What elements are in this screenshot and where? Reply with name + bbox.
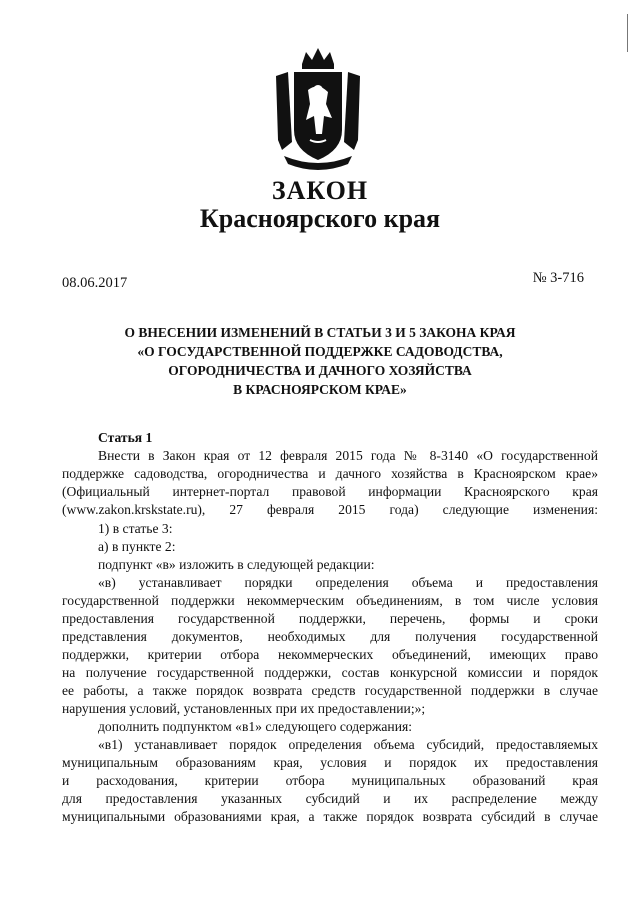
heading-line: О ВНЕСЕНИИ ИЗМЕНЕНИЙ В СТАТЬИ 3 И 5 ЗАКОНА КРАЯ [124,325,516,340]
heading-line: ОГОРОДНИЧЕСТВА И ДАЧНОГО ХОЗЯЙСТВА [168,363,472,378]
text-line: «в1) устанавливает порядок определения объема субсидий, предоставляемых [98,737,598,752]
article-title: Статья 1 [98,430,153,445]
law-title: ЗАКОН [271,176,369,205]
text-line: «в) устанавливает порядки определения объема и предоставления [98,575,598,590]
text-line: муниципальными образованиями края, а также порядок возврата субсидий в случае [62,809,598,824]
text-line: нарушения условий, установленных при их предоставлении;»; [62,701,426,716]
scan-edge-line [627,14,628,52]
heading-line: В КРАСНОЯРСКОМ КРАЕ» [233,382,407,397]
region-title: Красноярского края [199,204,441,233]
text-line: муниципальным образованиям края, условия и порядок их предоставления [62,755,598,770]
text-line: и расходования, критерии отбора муниципальных образований края [62,773,598,788]
heading-line: «О ГОСУДАРСТВЕННОЙ ПОДДЕРЖКЕ САДОВОДСТВА, [137,344,503,359]
text-line: подпункт «в» изложить в следующей редакции: [98,557,375,572]
coat-of-arms-icon [272,46,364,170]
text-line: а) в пункте 2: [98,539,176,554]
text-line: поддержки, критерии отбора некоммерческих объединений, имеющих право [62,647,598,662]
text-line: государственной поддержки некоммерческим объединениям, в том числе условия [62,593,598,608]
text-line: на получение государственной поддержки, состав конкурсной комиссии и порядок [62,665,598,680]
text-line: поддержке садоводства, огородничества и дачного хозяйства в Красноярском крае» [62,466,598,481]
text-line: (www.zakon.krskstate.ru), 27 февраля 2015 года) следующие изменения: [62,502,598,517]
text-line: (Официальный интернет-портал правовой информации Красноярского края [62,484,598,499]
text-line: представления документов, необходимых для получения государственной [62,629,598,644]
law-date: 08.06.2017 [62,275,128,291]
text-line: Внести в Закон края от 12 февраля 2015 года № 8-3140 «О государственной [98,448,598,463]
text-line: дополнить подпунктом «в1» следующего содержания: [98,719,413,734]
text-line: ее работы, а также порядок возврата средств государственной поддержки в случае [62,683,598,698]
text-line: предоставления государственной поддержки, перечень, формы и сроки [62,611,598,626]
text-line: для предоставления указанных субсидий и их распределение между [62,791,598,806]
law-number: № 3-716 [532,270,584,286]
text-line: 1) в статье 3: [98,521,173,536]
